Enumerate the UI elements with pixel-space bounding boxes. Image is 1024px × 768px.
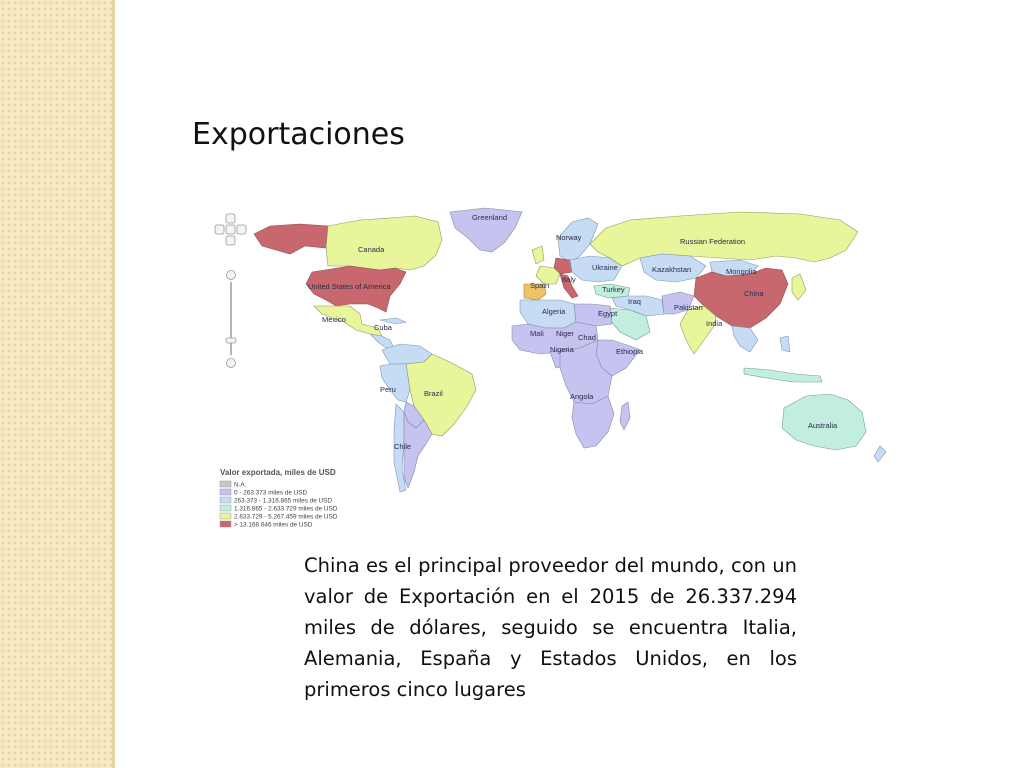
label-brazil: Brazil — [424, 389, 443, 398]
label-chile: Chile — [394, 442, 412, 451]
pan-down-button[interactable] — [226, 236, 235, 245]
summary-paragraph: China es el principal proveedor del mundo, con un valor de Exportación en el 2015 de 26.337.294 miles de dólares, seguido se encuentra Italia, Alemania, España y Estados Unidos, en los primeros cinco lugares — [304, 554, 797, 701]
label-nigeria: Nigeria — [550, 345, 574, 354]
label-greenland: Greenland — [472, 213, 508, 222]
country-new-zealand — [874, 446, 886, 462]
country-indonesia — [744, 368, 822, 382]
country-philippines — [780, 336, 790, 352]
pan-center-button[interactable] — [226, 225, 235, 234]
label-italy: Italy — [562, 275, 576, 284]
zoom-slider-handle[interactable] — [226, 338, 236, 343]
label-pakistan: Pakistan — [674, 303, 703, 312]
legend-swatch — [220, 481, 231, 487]
legend-swatch — [220, 513, 231, 519]
country-southern-africa — [572, 396, 614, 448]
label-algeria: Algeria — [542, 307, 566, 316]
label-niger: Niger — [556, 329, 574, 338]
label-russia: Russian Federation — [680, 237, 746, 246]
label-norway: Norway — [556, 233, 582, 242]
map-legend — [220, 468, 338, 529]
label-spain: Spain — [530, 281, 550, 290]
legend-label: 2.633.729 - 5.267.459 miles de USD — [234, 513, 338, 521]
label-chad: Chad — [578, 333, 596, 342]
country-uk — [532, 246, 544, 264]
country-india — [680, 306, 716, 354]
label-usa: United States of America — [308, 282, 391, 291]
pan-up-button[interactable] — [226, 214, 235, 223]
country-central-america — [370, 334, 394, 348]
legend-swatch — [220, 521, 231, 527]
label-cuba: Cuba — [374, 323, 392, 332]
legend-swatch — [220, 497, 231, 503]
country-usa-alaska — [254, 224, 328, 254]
country-canada — [326, 216, 442, 270]
label-iraq: Iraq — [628, 297, 641, 306]
label-egypt: Egypt — [598, 309, 618, 318]
zoom-out-button[interactable] — [227, 359, 236, 368]
map-navigation-controls[interactable] — [215, 214, 246, 368]
label-angola: Angola — [570, 392, 594, 401]
country-southeast-asia — [732, 326, 758, 352]
label-india: India — [706, 319, 723, 328]
legend-swatch — [220, 505, 231, 511]
country-peru — [380, 364, 410, 402]
legend-title: Valor exportada, miles de USD — [220, 468, 336, 477]
label-mali: Mali — [530, 329, 544, 338]
legend-label: N.A. — [234, 481, 247, 489]
legend-label: 263.373 - 1.316.865 miles de USD — [234, 497, 333, 505]
world-export-map — [210, 200, 900, 530]
legend-label: 1.316.865 - 2.633.729 miles de USD — [234, 505, 338, 513]
legend-label: > 13.168.646 miles de USD — [234, 521, 313, 529]
zoom-in-button[interactable] — [227, 271, 236, 280]
label-turkey: Turkey — [602, 285, 625, 294]
label-ethiopia: Ethiopia — [616, 347, 644, 356]
slide-title: Exportaciones — [192, 117, 405, 152]
label-canada: Canada — [358, 245, 385, 254]
label-china: China — [744, 289, 764, 298]
label-ukraine: Ukraine — [592, 263, 618, 272]
label-australia: Australia — [808, 421, 838, 430]
label-kazakhstan: Kazakhstan — [652, 265, 692, 274]
decorative-side-strip — [0, 0, 115, 768]
legend-label: 0 - 263.373 miles de USD — [234, 489, 308, 497]
pan-right-button[interactable] — [237, 225, 246, 234]
label-mongolia: Mongolia — [726, 267, 757, 276]
pan-left-button[interactable] — [215, 225, 224, 234]
country-korea-japan — [792, 274, 806, 300]
label-mexico: Mexico — [322, 315, 346, 324]
country-madagascar — [620, 402, 630, 430]
label-peru: Peru — [380, 385, 396, 394]
legend-swatch — [220, 489, 231, 495]
